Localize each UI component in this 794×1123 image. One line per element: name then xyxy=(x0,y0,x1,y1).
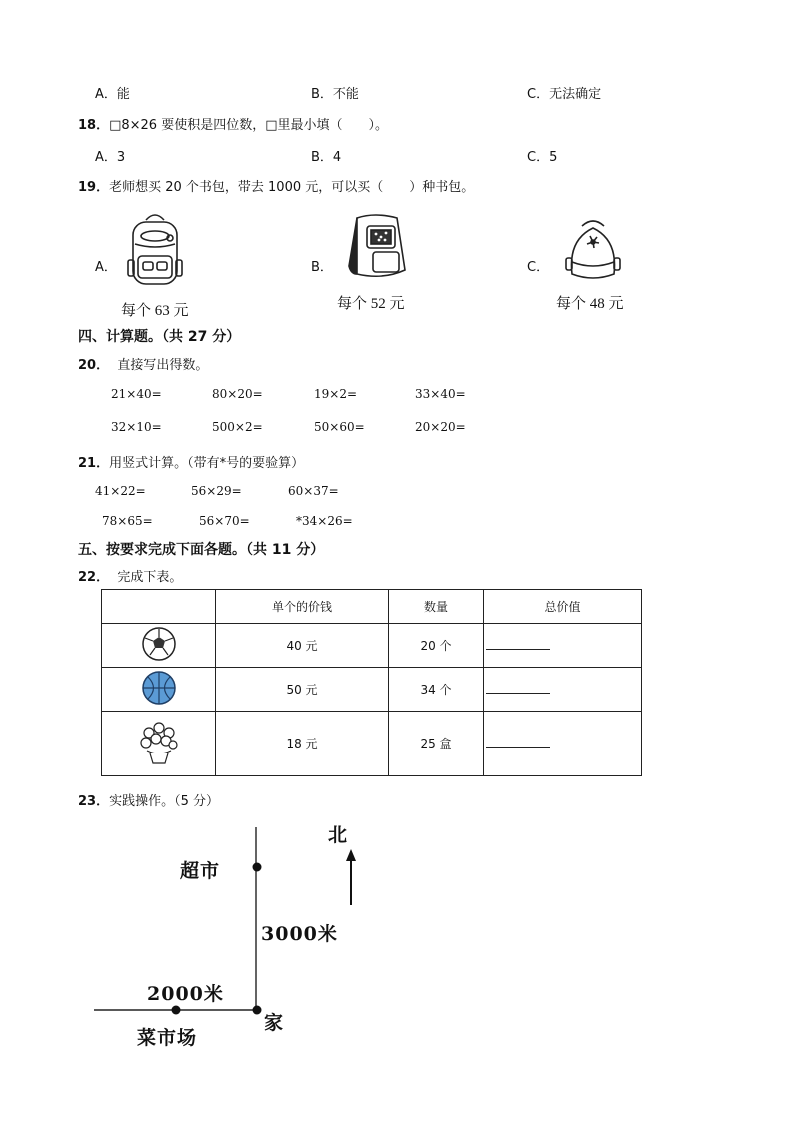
q17-option-a: A．能 xyxy=(95,87,130,102)
q20-text: 直接写出得数。 xyxy=(117,358,209,373)
answer-blank[interactable] xyxy=(486,639,550,650)
table-qty-cell: 25 盒 xyxy=(389,712,484,776)
backpack-a-icon xyxy=(124,210,186,290)
q23-number: 23． xyxy=(78,794,110,809)
q20-question xyxy=(78,354,208,373)
q23-text: 实践操作。（5 分） xyxy=(109,794,219,809)
q21-item: 56×29= xyxy=(191,484,242,498)
q19-option-b-label: B． xyxy=(311,260,333,275)
table-row xyxy=(102,712,642,776)
q20-item: 33×40= xyxy=(415,387,466,401)
soccer-ball-icon xyxy=(141,626,177,662)
q18-option-b: B．4 xyxy=(311,150,342,165)
q22-text: 完成下表。 xyxy=(117,570,183,585)
q21-text: 用竖式计算。（带有*号的要验算） xyxy=(109,456,305,471)
section-4-title: 四、计算题。（共 27 分） xyxy=(78,329,241,345)
q19-number: 19． xyxy=(78,180,110,195)
backpack-c-icon xyxy=(560,218,626,284)
q21-item: *34×26= xyxy=(296,514,353,528)
basketball-icon xyxy=(141,670,177,706)
home-point xyxy=(253,1006,262,1015)
table-header-cell: 数量 xyxy=(389,590,484,624)
table-icon-cell xyxy=(102,624,216,668)
table-row xyxy=(102,624,642,668)
table-total-cell xyxy=(484,624,642,668)
q17-option-c: C．无法确定 xyxy=(527,87,602,102)
table-total-cell xyxy=(484,668,642,712)
price-table xyxy=(101,589,642,776)
table-icon-cell xyxy=(102,668,216,712)
q21-item: 56×70= xyxy=(199,514,250,528)
answer-blank[interactable] xyxy=(486,683,550,694)
q18-option-a: A．3 xyxy=(95,150,126,165)
table-header-cell xyxy=(102,590,216,624)
table-icon-cell xyxy=(102,712,216,776)
table-header-cell: 总价值 xyxy=(484,590,642,624)
q20-item: 500×2= xyxy=(212,420,263,434)
table-total-cell xyxy=(484,712,642,776)
q19-option-a-label: A． xyxy=(95,260,117,275)
q20-item: 20×20= xyxy=(415,420,466,434)
backpack-b-icon xyxy=(343,212,415,282)
q21-question xyxy=(78,452,304,471)
supermarket-point xyxy=(253,863,262,872)
q22-question xyxy=(78,566,182,585)
q19-price-c: 每个 48 元 xyxy=(556,296,624,312)
q20-item: 50×60= xyxy=(314,420,365,434)
table-row xyxy=(102,668,642,712)
q19-price-b: 每个 52 元 xyxy=(337,296,405,312)
supermarket-label: 超市 xyxy=(180,860,221,882)
table-price-cell: 40 元 xyxy=(216,624,389,668)
table-header-cell: 单个的价钱 xyxy=(216,590,389,624)
q18-text: □8×26 要使积是四位数，□里最小填（ ）。 xyxy=(109,118,388,133)
distance-north-label: 3000米 xyxy=(261,923,338,945)
table-qty-cell: 20 个 xyxy=(389,624,484,668)
market-label: 菜市场 xyxy=(137,1027,198,1049)
flower-pot-icon xyxy=(137,719,181,765)
north-label: 北 xyxy=(328,824,349,846)
home-label: 家 xyxy=(264,1012,285,1034)
q18-number: 18． xyxy=(78,118,110,133)
q20-item: 80×20= xyxy=(212,387,263,401)
q21-number: 21． xyxy=(78,456,110,471)
table-price-cell: 18 元 xyxy=(216,712,389,776)
q20-item: 21×40= xyxy=(111,387,162,401)
q19-option-c-label: C． xyxy=(527,260,550,275)
answer-blank[interactable] xyxy=(486,737,550,748)
q19-question xyxy=(78,176,474,195)
table-header-row xyxy=(102,590,642,624)
q19-text: 老师想买 20 个书包，带去 1000 元，可以买（ ）种书包。 xyxy=(109,180,475,195)
distance-west-label: 2000米 xyxy=(147,983,224,1005)
north-arrow-head xyxy=(346,849,356,861)
q21-item: 60×37= xyxy=(288,484,339,498)
q23-question xyxy=(78,790,219,809)
q21-item: 78×65= xyxy=(102,514,153,528)
table-qty-cell: 34 个 xyxy=(389,668,484,712)
section-5-title: 五、按要求完成下面各题。（共 11 分） xyxy=(78,542,325,558)
q18-question xyxy=(78,114,388,133)
q18-option-c: C．5 xyxy=(527,150,558,165)
q17-option-b: B．不能 xyxy=(311,87,359,102)
q20-item: 32×10= xyxy=(111,420,162,434)
market-point xyxy=(172,1006,181,1015)
q20-item: 19×2= xyxy=(314,387,358,401)
table-price-cell: 50 元 xyxy=(216,668,389,712)
q19-price-a: 每个 63 元 xyxy=(121,303,189,319)
q20-number: 20． xyxy=(78,358,110,373)
q22-number: 22． xyxy=(78,570,110,585)
q21-item: 41×22= xyxy=(95,484,146,498)
